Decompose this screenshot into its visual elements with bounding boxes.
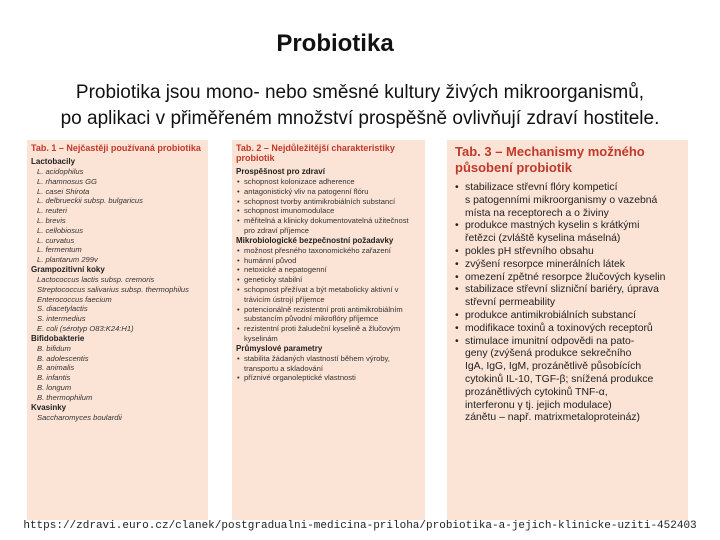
list-item: B. thermophilum xyxy=(37,392,93,402)
list-item: • netoxické a nepatogenní xyxy=(232,265,425,275)
list-item: • stabilizace střevní slizniční bariéry, úprava xyxy=(447,284,688,297)
list-item: B. adolescentis xyxy=(37,353,89,363)
list-item: • potencionálně rezistentní proti antimikrobiálním substancím původní mikroflóry příjemce xyxy=(232,305,425,325)
list-item: geny (zvýšená produkce sekrečního xyxy=(465,348,632,360)
list-item: • zvýšení resorpce minerálních látek xyxy=(447,259,688,272)
list-item: prozánětlivých cytokinů TNF-α, xyxy=(465,386,608,398)
list-item: Saccharomyces boulardii xyxy=(37,412,122,422)
table-3-panel xyxy=(447,140,688,520)
list-item: • stabilita žádaných vlastností během výroby, transportu a skladování xyxy=(232,354,425,374)
list-item: cytokinů IL-10, TGF-β; snížená produkce xyxy=(465,373,654,385)
table-2-panel xyxy=(232,140,425,520)
list-item: • produkce mastných kyselin s krátkými xyxy=(447,220,688,233)
table-3-body xyxy=(447,182,688,425)
section-heading: Prospěšnost pro zdraví xyxy=(236,167,325,176)
list-item: • geneticky stabilní xyxy=(232,275,425,285)
list-item: • příznivé organoleptické vlastnosti xyxy=(232,373,425,383)
slide-title: Probiotika xyxy=(276,30,394,57)
table-2-body xyxy=(232,167,425,383)
list-item: místa na receptorech a o živiny xyxy=(465,207,609,219)
list-item: L. delbrueckii subsp. bulgaricus xyxy=(37,196,143,206)
list-item: B. bifidum xyxy=(37,343,71,353)
list-item: • schopnost přežívat a být metabolicky aktivní v trávicím ústrojí příjemce xyxy=(232,285,425,305)
list-item: • humánní původ xyxy=(232,256,425,266)
list-item: Streptococcus salivarius subsp. thermophilus xyxy=(37,284,189,294)
section-heading: Kvasinky xyxy=(31,402,67,412)
list-item: • produkce antimikrobiálních substancí xyxy=(447,310,688,323)
list-item: • antagonistický vliv na patogenní flóru xyxy=(232,187,425,197)
list-item: střevní permeability xyxy=(465,297,556,309)
section-heading: Bifidobakterie xyxy=(31,333,85,343)
section-heading: Mikrobiologické bezpečnostní požadavky xyxy=(236,235,394,245)
section-heading: Průmyslové parametry xyxy=(236,343,323,353)
table-1-body xyxy=(27,157,208,422)
subtitle-line-2: po aplikaci v přiměřeném množství prospěšně ovlivňují zdraví hostitele. xyxy=(60,108,660,129)
list-item: L. brevis xyxy=(37,215,66,225)
table-3-title: Tab. 3 – Mechanismy možného působení probiotik xyxy=(455,144,645,175)
list-item: B. animalis xyxy=(37,363,75,373)
list-item: • schopnost tvorby antimikrobiálních substancí xyxy=(232,197,425,207)
list-item: • modifikace toxinů a toxinových receptorů xyxy=(447,323,688,336)
list-item: L. acidophilus xyxy=(37,167,84,176)
section-heading: Grampozitivní koky xyxy=(31,264,105,274)
list-item: zánětu – např. matrixmetaloproteináz) xyxy=(465,412,640,424)
list-item: E. coli (sérotyp O83:K24:H1) xyxy=(37,323,134,333)
list-item: L. reuteri xyxy=(37,206,67,216)
list-item: L. cellobiosus xyxy=(37,225,84,235)
list-item: • schopnost kolonizace adherence xyxy=(232,177,425,187)
list-item: • měřitelná a klinicky dokumentovatelná užitečnost pro zdraví příjemce xyxy=(232,216,425,236)
list-item: B. longum xyxy=(37,382,72,392)
table-1-panel xyxy=(27,140,208,520)
list-item: • pokles pH střevního obsahu xyxy=(447,246,688,259)
list-item: L. casei Shirota xyxy=(37,186,90,196)
list-item: Enterococcus faecium xyxy=(37,294,112,304)
list-item: IgA, IgG, IgM, prozánětlivě působících xyxy=(465,361,642,373)
list-item: L. rhamnosus GG xyxy=(37,176,97,186)
section-heading: Lactobacily xyxy=(31,157,76,166)
list-item: B. infantis xyxy=(37,373,71,383)
list-item: Lactococcus lactis subsp. cremoris xyxy=(37,274,155,284)
subtitle-line-1: Probiotika jsou mono- nebo směsné kultury živých mikroorganismů, xyxy=(75,82,645,103)
list-item: s patogenními mikroorganismy o vazebná xyxy=(465,194,658,206)
list-item: L. fermentum xyxy=(37,245,82,255)
list-item: řetězci (zvláště kyselina máselná) xyxy=(465,233,621,245)
list-item: L. plantarum 299v xyxy=(37,255,98,265)
list-item: • schopnost imunomodulace xyxy=(232,206,425,216)
list-item: • omezení zpětné resorpce žlučových kyselin xyxy=(447,272,688,285)
source-url[interactable]: https://zdravi.euro.cz/clanek/postgradualni-medicina-priloha/probiotika-a-jejich-klinicke-uziti-452403 xyxy=(23,520,697,532)
list-item: • možnost přesného taxonomického zařazení xyxy=(232,246,425,256)
list-item: L. curvatus xyxy=(37,235,75,245)
list-item: • stabilizace střevní flóry kompeticí xyxy=(447,182,688,195)
list-item: • rezistentní proti žaludeční kyselině a žlučovým kyselinám xyxy=(232,324,425,344)
list-item: S. intermedius xyxy=(37,314,86,324)
list-item: • stimulace imunitní odpovědi na pato- xyxy=(447,336,688,349)
table-2-title: Tab. 2 – Nejdůležitější charakteristiky probiotik xyxy=(236,143,395,163)
table-1-title: Tab. 1 – Nejčastěji používaná probiotika xyxy=(31,143,201,153)
slide-subtitle xyxy=(0,80,720,132)
list-item: interferonu γ tj. jejich modulace) xyxy=(465,399,612,411)
list-item: S. diacetylactis xyxy=(37,304,88,314)
